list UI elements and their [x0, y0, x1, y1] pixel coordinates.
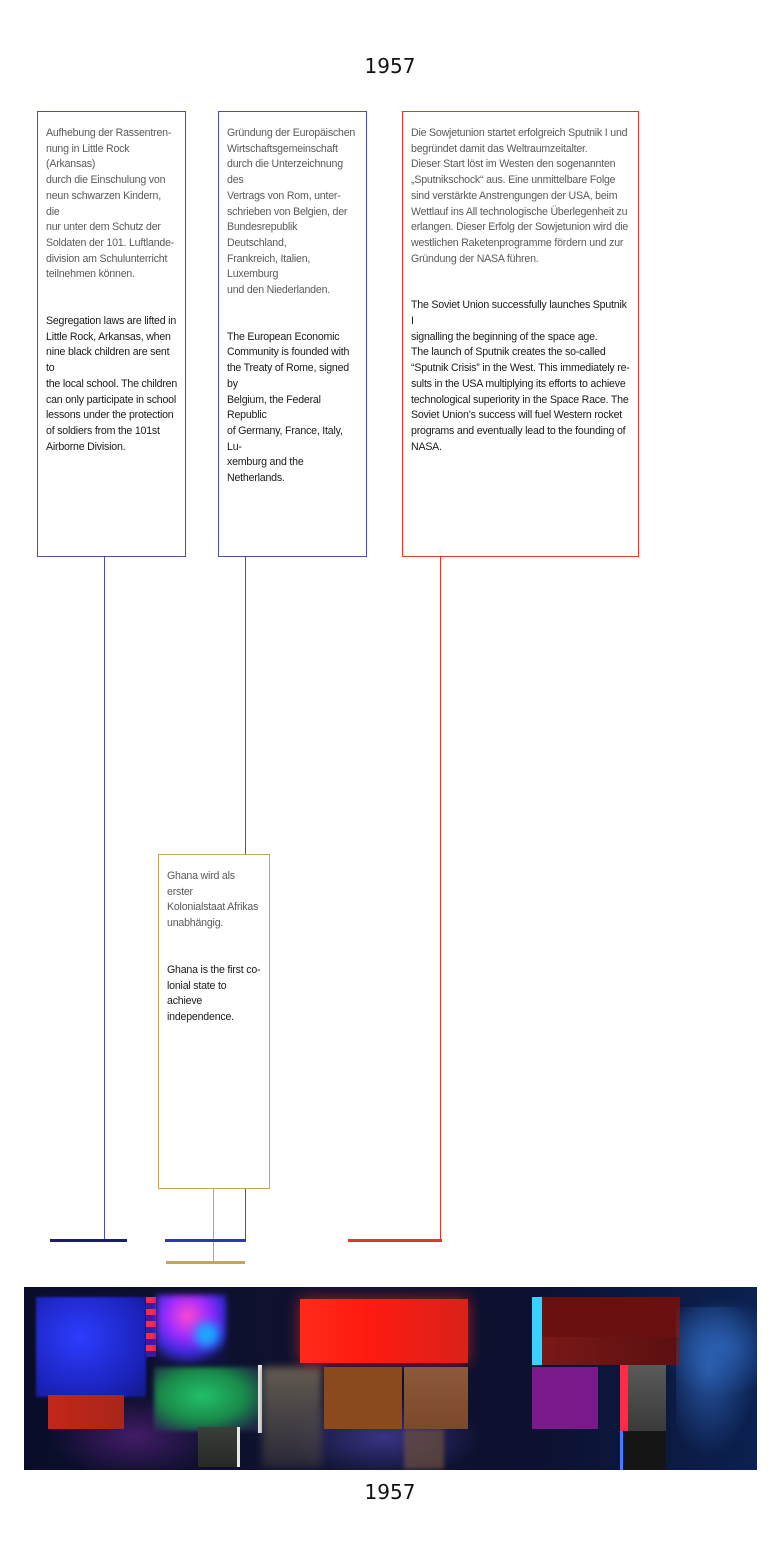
connector-line-eec-lower — [245, 1189, 246, 1241]
art-block — [262, 1367, 322, 1467]
marker-bar-space — [348, 1239, 442, 1242]
art-block — [532, 1367, 598, 1429]
art-block — [628, 1365, 666, 1431]
event-card-ghana — [158, 854, 270, 1189]
art-block — [404, 1429, 444, 1469]
event-text-german: Gründung der Europäischen Wirtschaftsgemeinschaft durch die Unterzeichnung des Vertrags von Rom, unter- schrieben von Belgien, der Bundesrepublik Deutschland, Frankreich, Italien, Luxemburg und den Niederlanden. — [227, 127, 356, 297]
connector-line-sputnik — [440, 557, 441, 1241]
art-block — [154, 1367, 262, 1431]
art-block — [324, 1367, 402, 1429]
art-block — [532, 1297, 542, 1365]
event-card-sputnik — [402, 111, 639, 557]
event-text-english: Segregation laws are lifted in Little Rock, Arkansas, when nine black children are sent to the local school. The children can only participate in school lessons under the protection of soldiers from the 101st Airborne Division. — [46, 315, 178, 453]
connector-line-eec — [245, 557, 246, 854]
event-text-english: The Soviet Union successfully launches Sputnik I signalling the beginning of the space age. The launch of Sputnik creates the so-called “Sputnik Crisis” in the West. This immediately re- sults in the USA multiplying its efforts to achieve technological superiority in the Space Race. The Soviet Union’s success will fuel Western rocket programs and eventually lead to the founding of NASA. — [411, 299, 630, 453]
art-block — [404, 1367, 468, 1429]
art-block — [237, 1427, 240, 1467]
event-card-eec — [218, 111, 367, 557]
event-text-german: Ghana wird als erster Kolonialstaat Afrikas unabhängig. — [167, 870, 259, 930]
year-heading-top: 1957 — [364, 54, 416, 78]
year-heading-bottom: 1957 — [364, 1480, 416, 1504]
event-card-little-rock — [37, 111, 186, 557]
art-block — [620, 1431, 623, 1470]
art-block — [194, 1322, 219, 1347]
art-block — [620, 1431, 666, 1470]
marker-bar-africa — [166, 1261, 245, 1264]
event-text-german: Aufhebung der Rassentren- nung in Little Rock (Arkansas) durch die Einschulung von neun schwarzen Kindern, die nur unter dem Schutz der Soldaten der 101. Luftlande- division am Schulunterricht teilnehmen können. — [46, 127, 175, 281]
event-text-english: Ghana is the first co- lonial state to achieve independence. — [167, 963, 261, 1023]
connector-line-little-rock — [104, 557, 105, 1241]
art-block — [620, 1365, 628, 1431]
art-block — [36, 1297, 146, 1397]
connector-line-ghana — [213, 1189, 214, 1263]
art-block — [198, 1427, 240, 1467]
art-block — [542, 1337, 680, 1365]
marker-bar-europe — [165, 1239, 246, 1242]
art-block — [542, 1297, 680, 1337]
art-block — [48, 1395, 124, 1429]
marker-bar-society — [50, 1239, 127, 1242]
art-block — [146, 1297, 156, 1357]
event-text-german: Die Sowjetunion startet erfolgreich Sputnik I und begründet damit das Weltraumzeitalter. Dieser Start löst im Westen den sogenannten „Sputnikschock“ aus. Eine unmittelbare Folge sind verstärkte Anstrengungen der USA, beim Wettlauf ins All technologische Überlegenheit zu erlangen. Dieser Erfolg der Sowjetunion wird die westlichen Raketenprogramme fördern und zur Gründung der NASA führen. — [411, 127, 629, 265]
abstract-color-artwork — [24, 1287, 757, 1470]
event-text-english: The European Economic Community is founded with the Treaty of Rome, signed by Belgium, the Federal Republic of Germany, France, Italy, Lu- xemburg and the Netherlands. — [227, 330, 350, 485]
art-block — [300, 1299, 468, 1363]
art-block — [676, 1307, 757, 1457]
